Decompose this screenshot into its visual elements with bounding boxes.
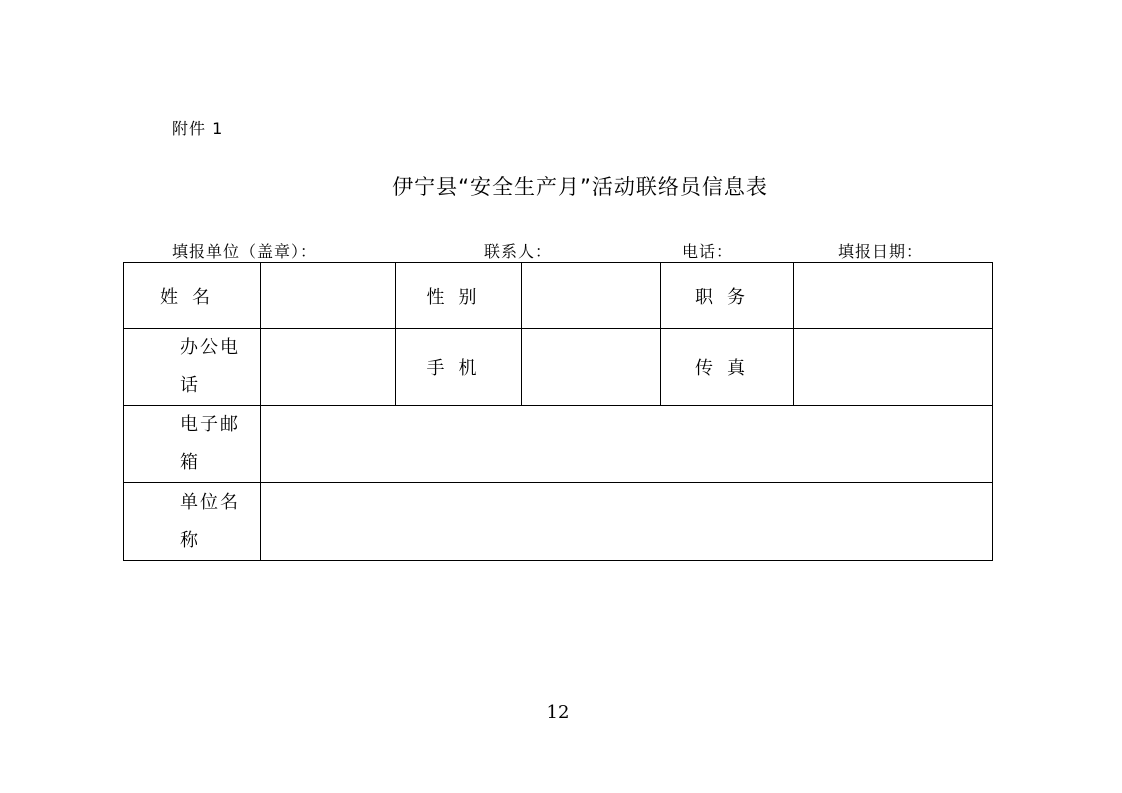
email-field[interactable] — [261, 406, 993, 483]
mobile-label: 手机 — [396, 329, 522, 406]
attachment-label: 附件 1 — [172, 119, 224, 138]
page-title: 伊宁县“安全生产月”活动联络员信息表 — [392, 175, 768, 199]
gender-label: 性别 — [396, 263, 522, 329]
table-row — [124, 483, 993, 561]
email-label: 电子邮箱 — [124, 406, 261, 483]
page-number: 12 — [546, 702, 570, 723]
gender-field[interactable] — [522, 263, 661, 329]
office-phone-label: 办公电话 — [124, 329, 261, 406]
position-field[interactable] — [794, 263, 993, 329]
fill-phone-label: 电话： — [682, 242, 734, 261]
mobile-field[interactable] — [522, 329, 661, 406]
table-row — [124, 329, 993, 406]
table-row — [124, 263, 993, 329]
fax-label: 传真 — [661, 329, 794, 406]
info-table — [123, 262, 993, 561]
name-label: 姓名 — [124, 263, 261, 329]
table-row — [124, 406, 993, 483]
unit-name-label: 单位名称 — [124, 483, 261, 561]
fill-contact-label: 联系人： — [484, 242, 553, 261]
name-field[interactable] — [261, 263, 396, 329]
position-label: 职务 — [661, 263, 794, 329]
unit-name-field[interactable] — [261, 483, 993, 561]
fill-date-label: 填报日期： — [838, 242, 924, 261]
office-phone-field[interactable] — [261, 329, 396, 406]
fax-field[interactable] — [794, 329, 993, 406]
fill-unit-label: 填报单位（盖章）： — [172, 242, 318, 261]
